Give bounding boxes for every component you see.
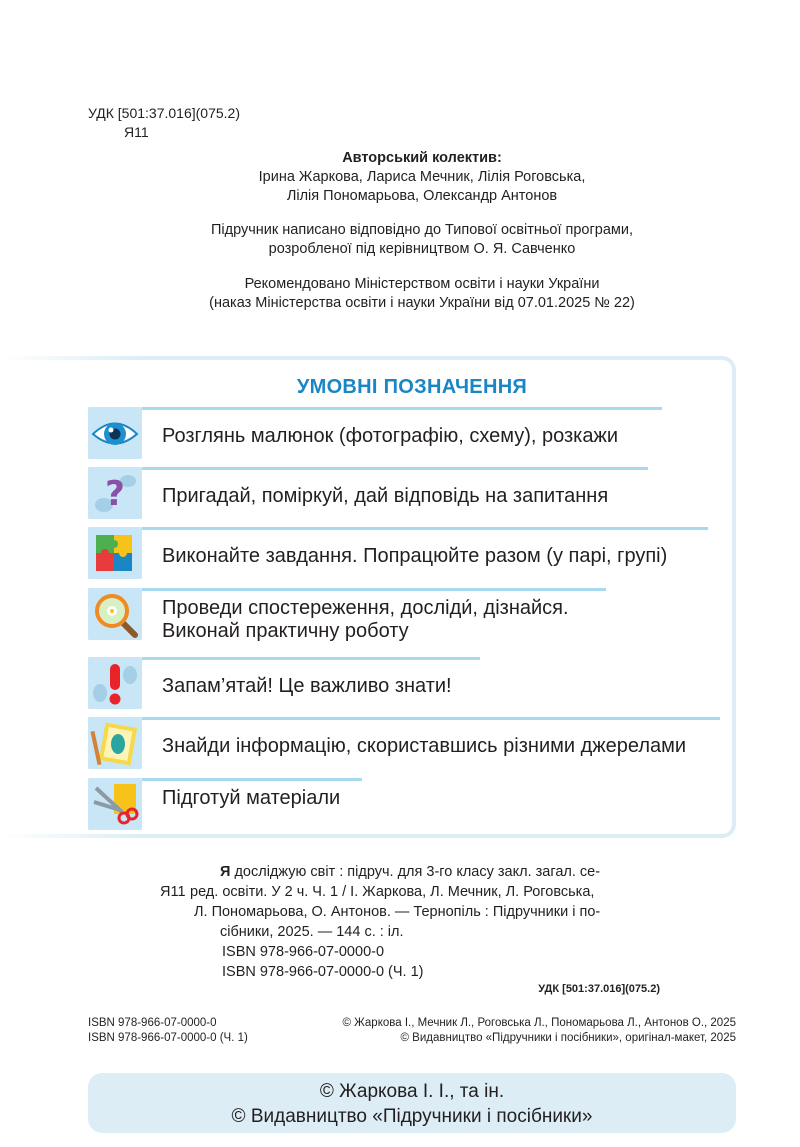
isbn-b: ISBN 978-966-07-0000-0 (Ч. 1) xyxy=(88,1032,248,1044)
isbn-2: ISBN 978-966-07-0000-0 (Ч. 1) xyxy=(222,964,424,980)
svg-text:?: ? xyxy=(105,474,125,514)
recommended-line-1: Рекомендовано Міністерством освіти і науки України xyxy=(244,276,600,292)
book-icon xyxy=(88,717,142,769)
magnifier-icon xyxy=(88,588,142,640)
scissors-icon xyxy=(88,778,142,830)
legend-title: УМОВНІ ПОЗНАЧЕННЯ xyxy=(296,376,528,398)
legend-text: Проведи спостереження, досліди́, дізнайся. xyxy=(162,597,569,619)
author-code: Я11 xyxy=(160,884,186,900)
recommendation-note xyxy=(22,275,800,313)
question-icon xyxy=(88,467,142,519)
copyright-box xyxy=(88,1073,736,1133)
record-line-3: Л. Пономарьова, О. Антонов. — Тернопіль : Підручники і по- xyxy=(194,904,601,920)
copyright-box-line-1: © Жаркова І. І., та ін. xyxy=(319,1081,505,1102)
isbn-a: ISBN 978-966-07-0000-0 xyxy=(88,1017,217,1029)
program-line-1: Підручник написано відповідно до Типової освітньої програми, xyxy=(210,222,634,238)
bibliographic-record xyxy=(160,862,665,982)
legend-text: Розглянь малюнок (фотографію, схему), розкажи xyxy=(162,425,619,447)
copyright-b: © Видавництво «Підручники і посібники», оригінал-макет, 2025 xyxy=(400,1032,736,1044)
legend-text: Запам’ятай! Це важливо знати! xyxy=(162,675,452,697)
legend-text: Знайди інформацію, скориставшись різними джерелами xyxy=(162,735,687,757)
legend-text: Пригадай, поміркуй, дай відповідь на запитання xyxy=(162,485,609,507)
record-line-4: сібники, 2025. — 144 с. : іл. xyxy=(220,924,404,940)
program-note xyxy=(22,221,800,259)
legend-text: Виконайте завдання. Попрацюйте разом (у парі, групі) xyxy=(162,545,668,567)
record-line-1: досліджую світ : підруч. для 3-го класу закл. загал. се- xyxy=(234,864,601,880)
copyright-lines xyxy=(88,1016,736,1046)
authors-block xyxy=(22,149,800,206)
udc-block xyxy=(88,104,240,142)
isbn-1: ISBN 978-966-07-0000-0 xyxy=(222,944,385,960)
puzzle-icon xyxy=(88,527,142,579)
legend-text: Підготуй матеріали xyxy=(162,787,341,809)
copyright-a: © Жаркова І., Мечник Л., Роговська Л., Пономарьова Л., Антонов О., 2025 xyxy=(342,1017,736,1029)
authors-heading: Авторський колектив: xyxy=(342,150,502,166)
exclamation-icon xyxy=(88,657,142,709)
udc-footer: УДК [501:37.016](075.2) xyxy=(538,983,660,995)
author-code: Я11 xyxy=(124,124,149,140)
authors-line-2: Лілія Пономарьова, Олександр Антонов xyxy=(286,188,558,204)
program-line-2: розробленої під керівництвом О. Я. Савченко xyxy=(268,241,576,257)
copyright-box-line-2: © Видавництво «Підручники і посібники» xyxy=(231,1106,593,1127)
authors-line-1: Ірина Жаркова, Лариса Мечник, Лілія Роговська, xyxy=(258,169,586,185)
udc-code: УДК [501:37.016](075.2) xyxy=(88,105,240,121)
title-word: Я xyxy=(220,864,231,880)
recommended-line-2: (наказ Міністерства освіти і науки України від 07.01.2025 № 22) xyxy=(209,295,635,311)
record-line-2: ред. освіти. У 2 ч. Ч. 1 / І. Жаркова, Л. Мечник, Л. Роговська, xyxy=(190,884,595,900)
legend-text-2: Виконай практичну роботу xyxy=(162,620,409,642)
eye-icon xyxy=(88,407,142,459)
